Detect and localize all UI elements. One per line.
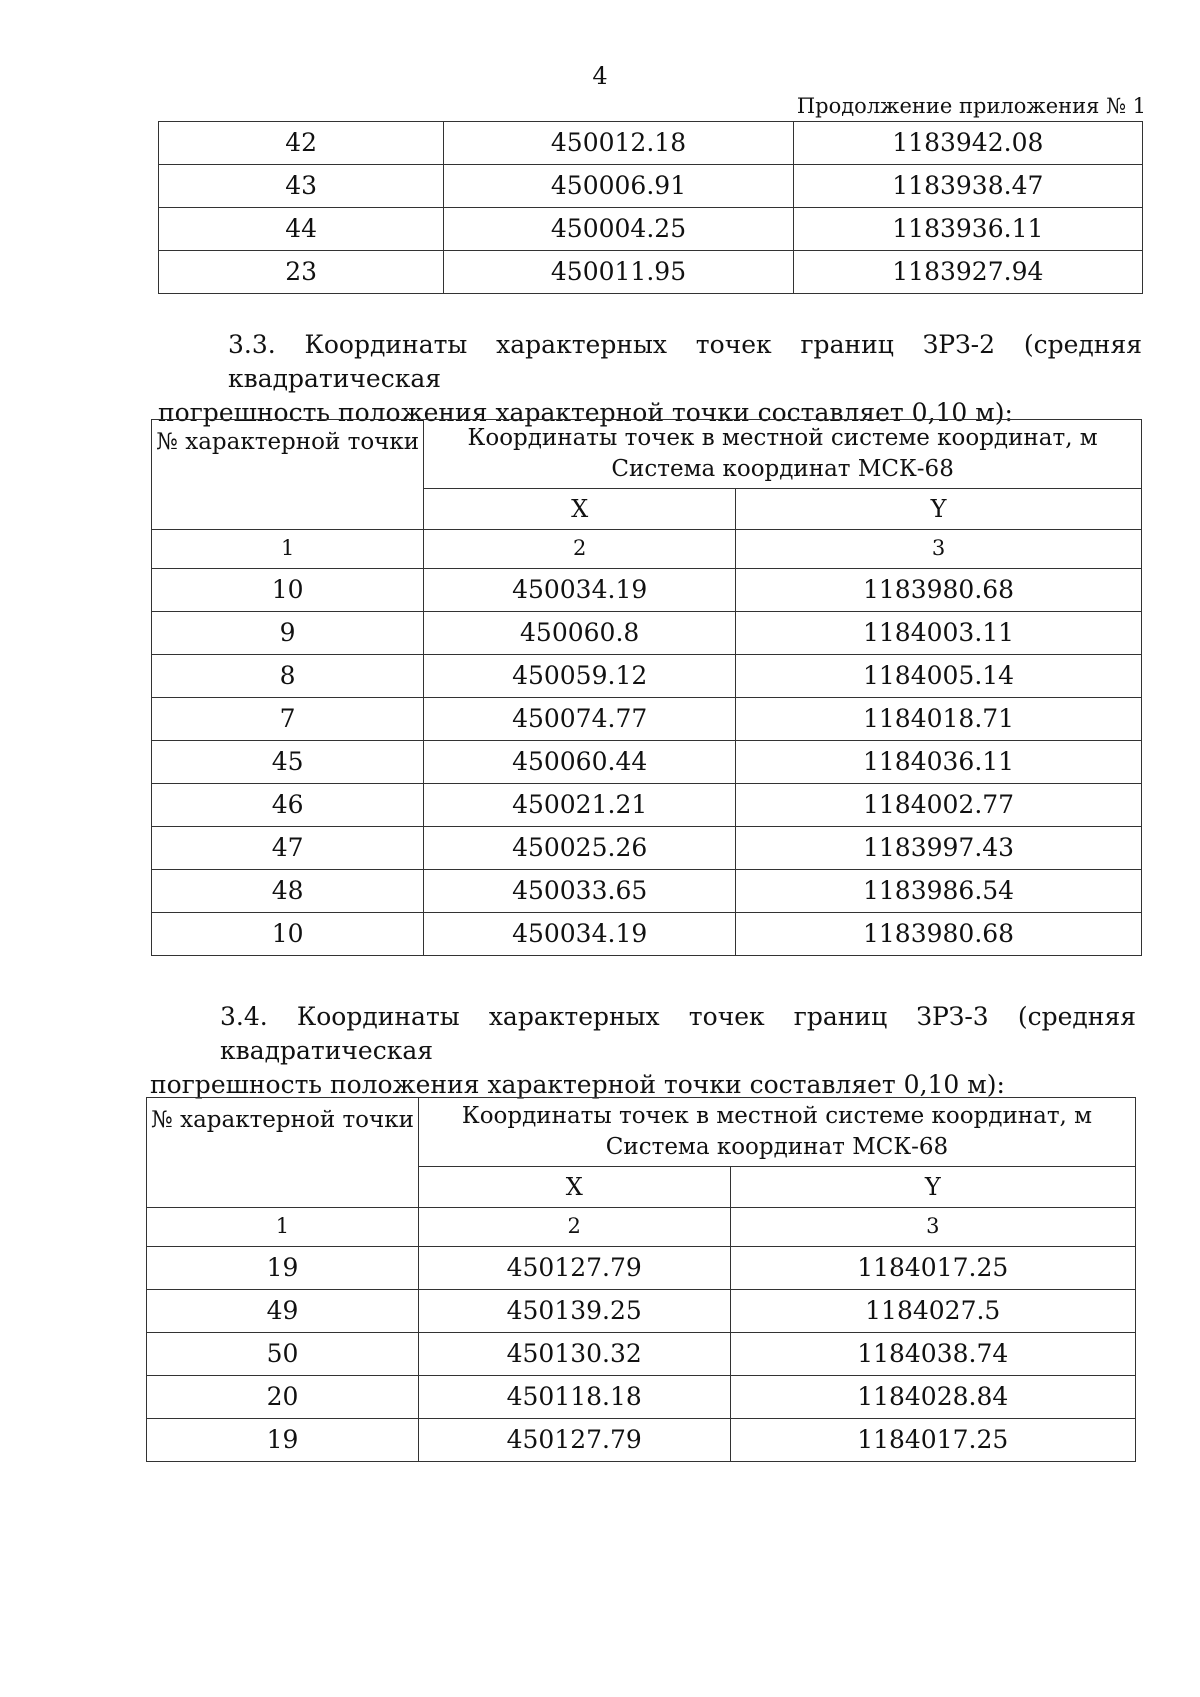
point-number-cell: 7 [152, 698, 424, 741]
table-row [159, 165, 1143, 208]
table-row [152, 741, 1142, 784]
point-number-cell: 19 [147, 1419, 419, 1462]
x-coordinate-cell: 450127.79 [418, 1419, 730, 1462]
table-row [152, 827, 1142, 870]
y-coordinate-cell: 1183927.94 [793, 251, 1142, 294]
point-number-cell: 43 [159, 165, 444, 208]
x-coordinate-cell: 450025.26 [424, 827, 736, 870]
y-coordinate-cell: 1183986.54 [736, 870, 1142, 913]
x-coordinate-cell: 450012.18 [444, 122, 793, 165]
x-coordinate-cell: 450127.79 [418, 1247, 730, 1290]
x-coordinate-cell: 450139.25 [418, 1290, 730, 1333]
y-coordinate-cell: 1183980.68 [736, 913, 1142, 956]
coordinates-table-zrz-2 [151, 419, 1142, 956]
x-coordinate-cell: 450034.19 [424, 913, 736, 956]
column-number-1: 1 [147, 1208, 419, 1247]
table-row [152, 655, 1142, 698]
column-number-2: 2 [418, 1208, 730, 1247]
point-number-cell: 45 [152, 741, 424, 784]
y-coordinate-cell: 1184018.71 [736, 698, 1142, 741]
y-coordinate-cell: 1183980.68 [736, 569, 1142, 612]
table-row [159, 208, 1143, 251]
table-row [152, 913, 1142, 956]
coordinates-table-zrz-3 [146, 1097, 1136, 1462]
point-number-cell: 23 [159, 251, 444, 294]
table-row [147, 1333, 1136, 1376]
coordinates-table-continued [158, 121, 1143, 294]
x-coordinate-cell: 450006.91 [444, 165, 793, 208]
y-coordinate-cell: 1184028.84 [730, 1376, 1136, 1419]
point-number-cell: 10 [152, 569, 424, 612]
x-coordinate-cell: 450004.25 [444, 208, 793, 251]
coordinates-header-line-2: Система координат МСК-68 [605, 1134, 949, 1160]
y-coordinate-cell: 1184017.25 [730, 1419, 1136, 1462]
column-number-2: 2 [424, 530, 736, 569]
table-row [152, 698, 1142, 741]
coordinates-header [418, 1098, 1135, 1167]
y-coordinate-cell: 1184036.11 [736, 741, 1142, 784]
x-coordinate-cell: 450060.8 [424, 612, 736, 655]
point-number-cell: 49 [147, 1290, 419, 1333]
x-coordinate-cell: 450021.21 [424, 784, 736, 827]
table-row [152, 870, 1142, 913]
continuation-label: Продолжение приложения № 1 [796, 94, 1146, 118]
section-3-4-line-2: погрешность положения характерной точки составляет 0,10 м): [150, 1070, 1005, 1099]
page-number: 4 [592, 62, 608, 90]
point-number-cell: 9 [152, 612, 424, 655]
point-number-cell: 19 [147, 1247, 419, 1290]
table-row [147, 1419, 1136, 1462]
x-axis-header: X [424, 489, 736, 530]
coordinates-header-line-1: Координаты точек в местной системе координат, м [461, 1102, 1093, 1129]
column-number-3: 3 [736, 530, 1142, 569]
x-coordinate-cell: 450033.65 [424, 870, 736, 913]
y-axis-header: Y [730, 1167, 1136, 1208]
point-number-cell: 20 [147, 1376, 419, 1419]
table-row [159, 122, 1143, 165]
x-coordinate-cell: 450130.32 [418, 1333, 730, 1376]
x-coordinate-cell: 450011.95 [444, 251, 793, 294]
x-coordinate-cell: 450118.18 [418, 1376, 730, 1419]
coordinates-header-line-2: Система координат МСК-68 [611, 456, 954, 482]
point-number-cell: 50 [147, 1333, 419, 1376]
table-row [147, 1376, 1136, 1419]
y-coordinate-cell: 1183942.08 [793, 122, 1142, 165]
y-coordinate-cell: 1183997.43 [736, 827, 1142, 870]
y-coordinate-cell: 1184038.74 [730, 1333, 1136, 1376]
point-number-cell: 44 [159, 208, 444, 251]
point-number-cell: 10 [152, 913, 424, 956]
point-number-cell: 48 [152, 870, 424, 913]
point-number-header: № характерной точки [152, 420, 424, 530]
y-coordinate-cell: 1184017.25 [730, 1247, 1136, 1290]
y-coordinate-cell: 1183938.47 [793, 165, 1142, 208]
point-number-cell: 47 [152, 827, 424, 870]
y-coordinate-cell: 1184003.11 [736, 612, 1142, 655]
column-number-3: 3 [730, 1208, 1136, 1247]
coordinates-header [424, 420, 1142, 489]
point-number-cell: 46 [152, 784, 424, 827]
x-coordinate-cell: 450060.44 [424, 741, 736, 784]
y-coordinate-cell: 1184005.14 [736, 655, 1142, 698]
table-row [159, 251, 1143, 294]
y-coordinate-cell: 1184027.5 [730, 1290, 1136, 1333]
table-row [152, 784, 1142, 827]
section-3-3-line-1: 3.3. Координаты характерных точек границ ЗРЗ-2 (средняя квадратическая [228, 330, 1142, 393]
x-coordinate-cell: 450074.77 [424, 698, 736, 741]
point-number-cell: 8 [152, 655, 424, 698]
section-3-4-paragraph [150, 1000, 1136, 1102]
table-row [147, 1290, 1136, 1333]
point-number-cell: 42 [159, 122, 444, 165]
x-coordinate-cell: 450034.19 [424, 569, 736, 612]
table-row [152, 612, 1142, 655]
x-axis-header: X [418, 1167, 730, 1208]
y-coordinate-cell: 1183936.11 [793, 208, 1142, 251]
point-number-header: № характерной точки [147, 1098, 419, 1208]
x-coordinate-cell: 450059.12 [424, 655, 736, 698]
column-number-1: 1 [152, 530, 424, 569]
y-coordinate-cell: 1184002.77 [736, 784, 1142, 827]
table-row [152, 569, 1142, 612]
y-axis-header: Y [736, 489, 1142, 530]
table-row [147, 1247, 1136, 1290]
section-3-3-line-2: погрешность положения характерной точки составляет 0,10 м): [158, 398, 1013, 427]
section-3-3-paragraph [158, 328, 1142, 430]
section-3-4-line-1: 3.4. Координаты характерных точек границ ЗРЗ-3 (средняя квадратическая [220, 1002, 1136, 1065]
coordinates-header-line-1: Координаты точек в местной системе координат, м [467, 424, 1098, 451]
